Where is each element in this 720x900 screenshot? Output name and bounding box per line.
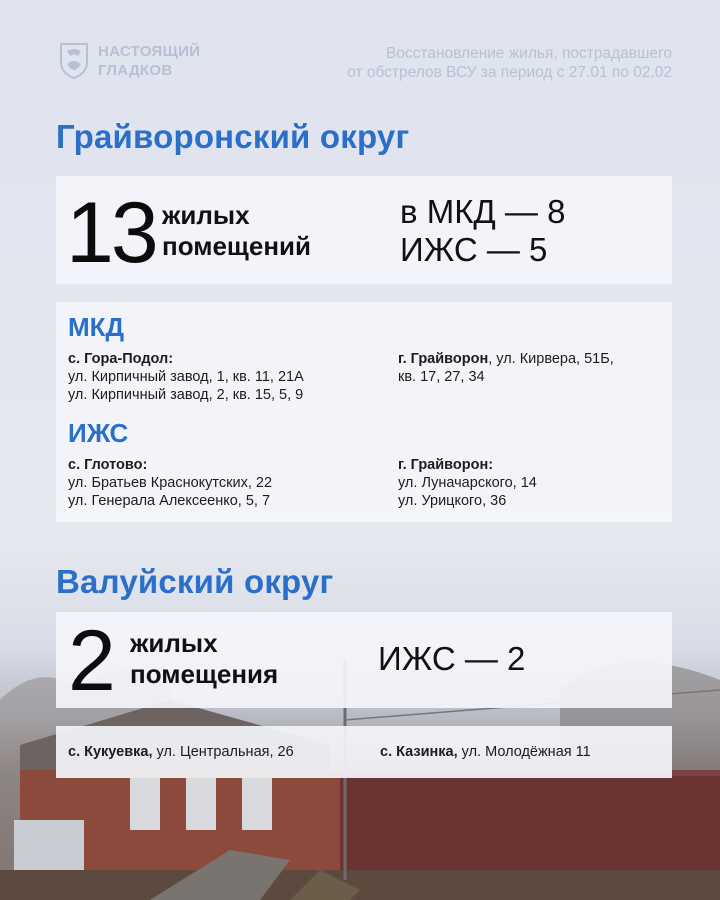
brand-line-2: ГЛАДКОВ: [98, 62, 173, 79]
address-line: кв. 17, 27, 34: [398, 369, 485, 385]
count-label-line-1: жилых: [130, 628, 218, 658]
address-street: ул. Молодёжная 11: [457, 744, 591, 760]
address-line: ул. Урицкого, 36: [398, 493, 507, 509]
valuyki-count: 2: [68, 613, 113, 709]
address-place: с. Казинка,: [380, 744, 458, 760]
subtitle-line-2: от обстрелов ВСУ за период с 27.01 по 02.02: [347, 64, 672, 81]
count-label-line-2: помещения: [130, 659, 279, 689]
grayvoron-title: Грайворонский округ: [56, 118, 410, 155]
grayvoron-izhs-count: ИЖС — 5: [400, 231, 548, 268]
address-line: ул. Кирпичный завод, 1, кв. 11, 21А: [68, 369, 304, 385]
valuyki-title: Валуйский округ: [56, 563, 334, 600]
address-place: с. Кукуевка,: [68, 744, 153, 760]
subtitle-line-1: Восстановление жилья, пострадавшего: [385, 45, 672, 62]
address-place: с. Гора-Подол:: [68, 351, 174, 367]
address-line: ул. Генерала Алексеенко, 5, 7: [68, 493, 271, 509]
address-line: ул. Луначарского, 14: [398, 475, 537, 491]
grayvoron-address-card: [56, 302, 672, 522]
izhs-address-right: [398, 456, 537, 510]
brand-name: [98, 42, 200, 80]
grayvoron-summary-card: [56, 176, 672, 284]
mkd-address-left: [68, 350, 304, 404]
grayvoron-mkd-count: в МКД — 8: [400, 193, 566, 230]
header-subtitle: [252, 44, 672, 82]
valuyki-address-1: [68, 743, 294, 761]
address-place: г. Грайворон:: [398, 457, 494, 473]
mkd-section-title: МКД: [68, 312, 125, 342]
mkd-address-right: [398, 350, 614, 386]
valuyki-summary-card: [56, 612, 672, 708]
grayvoron-count: 13: [66, 185, 156, 281]
address-street: ул. Центральная, 26: [152, 744, 294, 760]
count-label-line-1: жилых: [162, 200, 250, 230]
address-street: , ул. Кирвера, 51Б,: [488, 351, 614, 367]
valuyki-address-card: [56, 726, 672, 778]
valuyki-address-2: [380, 743, 591, 761]
address-line: ул. Братьев Краснокутских, 22: [68, 475, 273, 491]
izhs-address-left: [68, 456, 272, 510]
brand-line-1: НАСТОЯЩИЙ: [98, 43, 201, 60]
valuyki-izhs-count: ИЖС — 2: [378, 640, 526, 677]
coat-of-arms-icon: [58, 42, 90, 80]
izhs-section-title: ИЖС: [68, 418, 129, 448]
valuyki-count-label: [130, 628, 278, 690]
grayvoron-count-label: [162, 200, 311, 262]
address-line: ул. Кирпичный завод, 2, кв. 15, 5, 9: [68, 387, 304, 403]
address-place: г. Грайворон: [398, 351, 489, 367]
address-place: с. Глотово:: [68, 457, 148, 473]
brand-logo: [58, 42, 200, 80]
count-label-line-2: помещений: [162, 231, 312, 261]
grayvoron-breakdown: [400, 193, 565, 269]
